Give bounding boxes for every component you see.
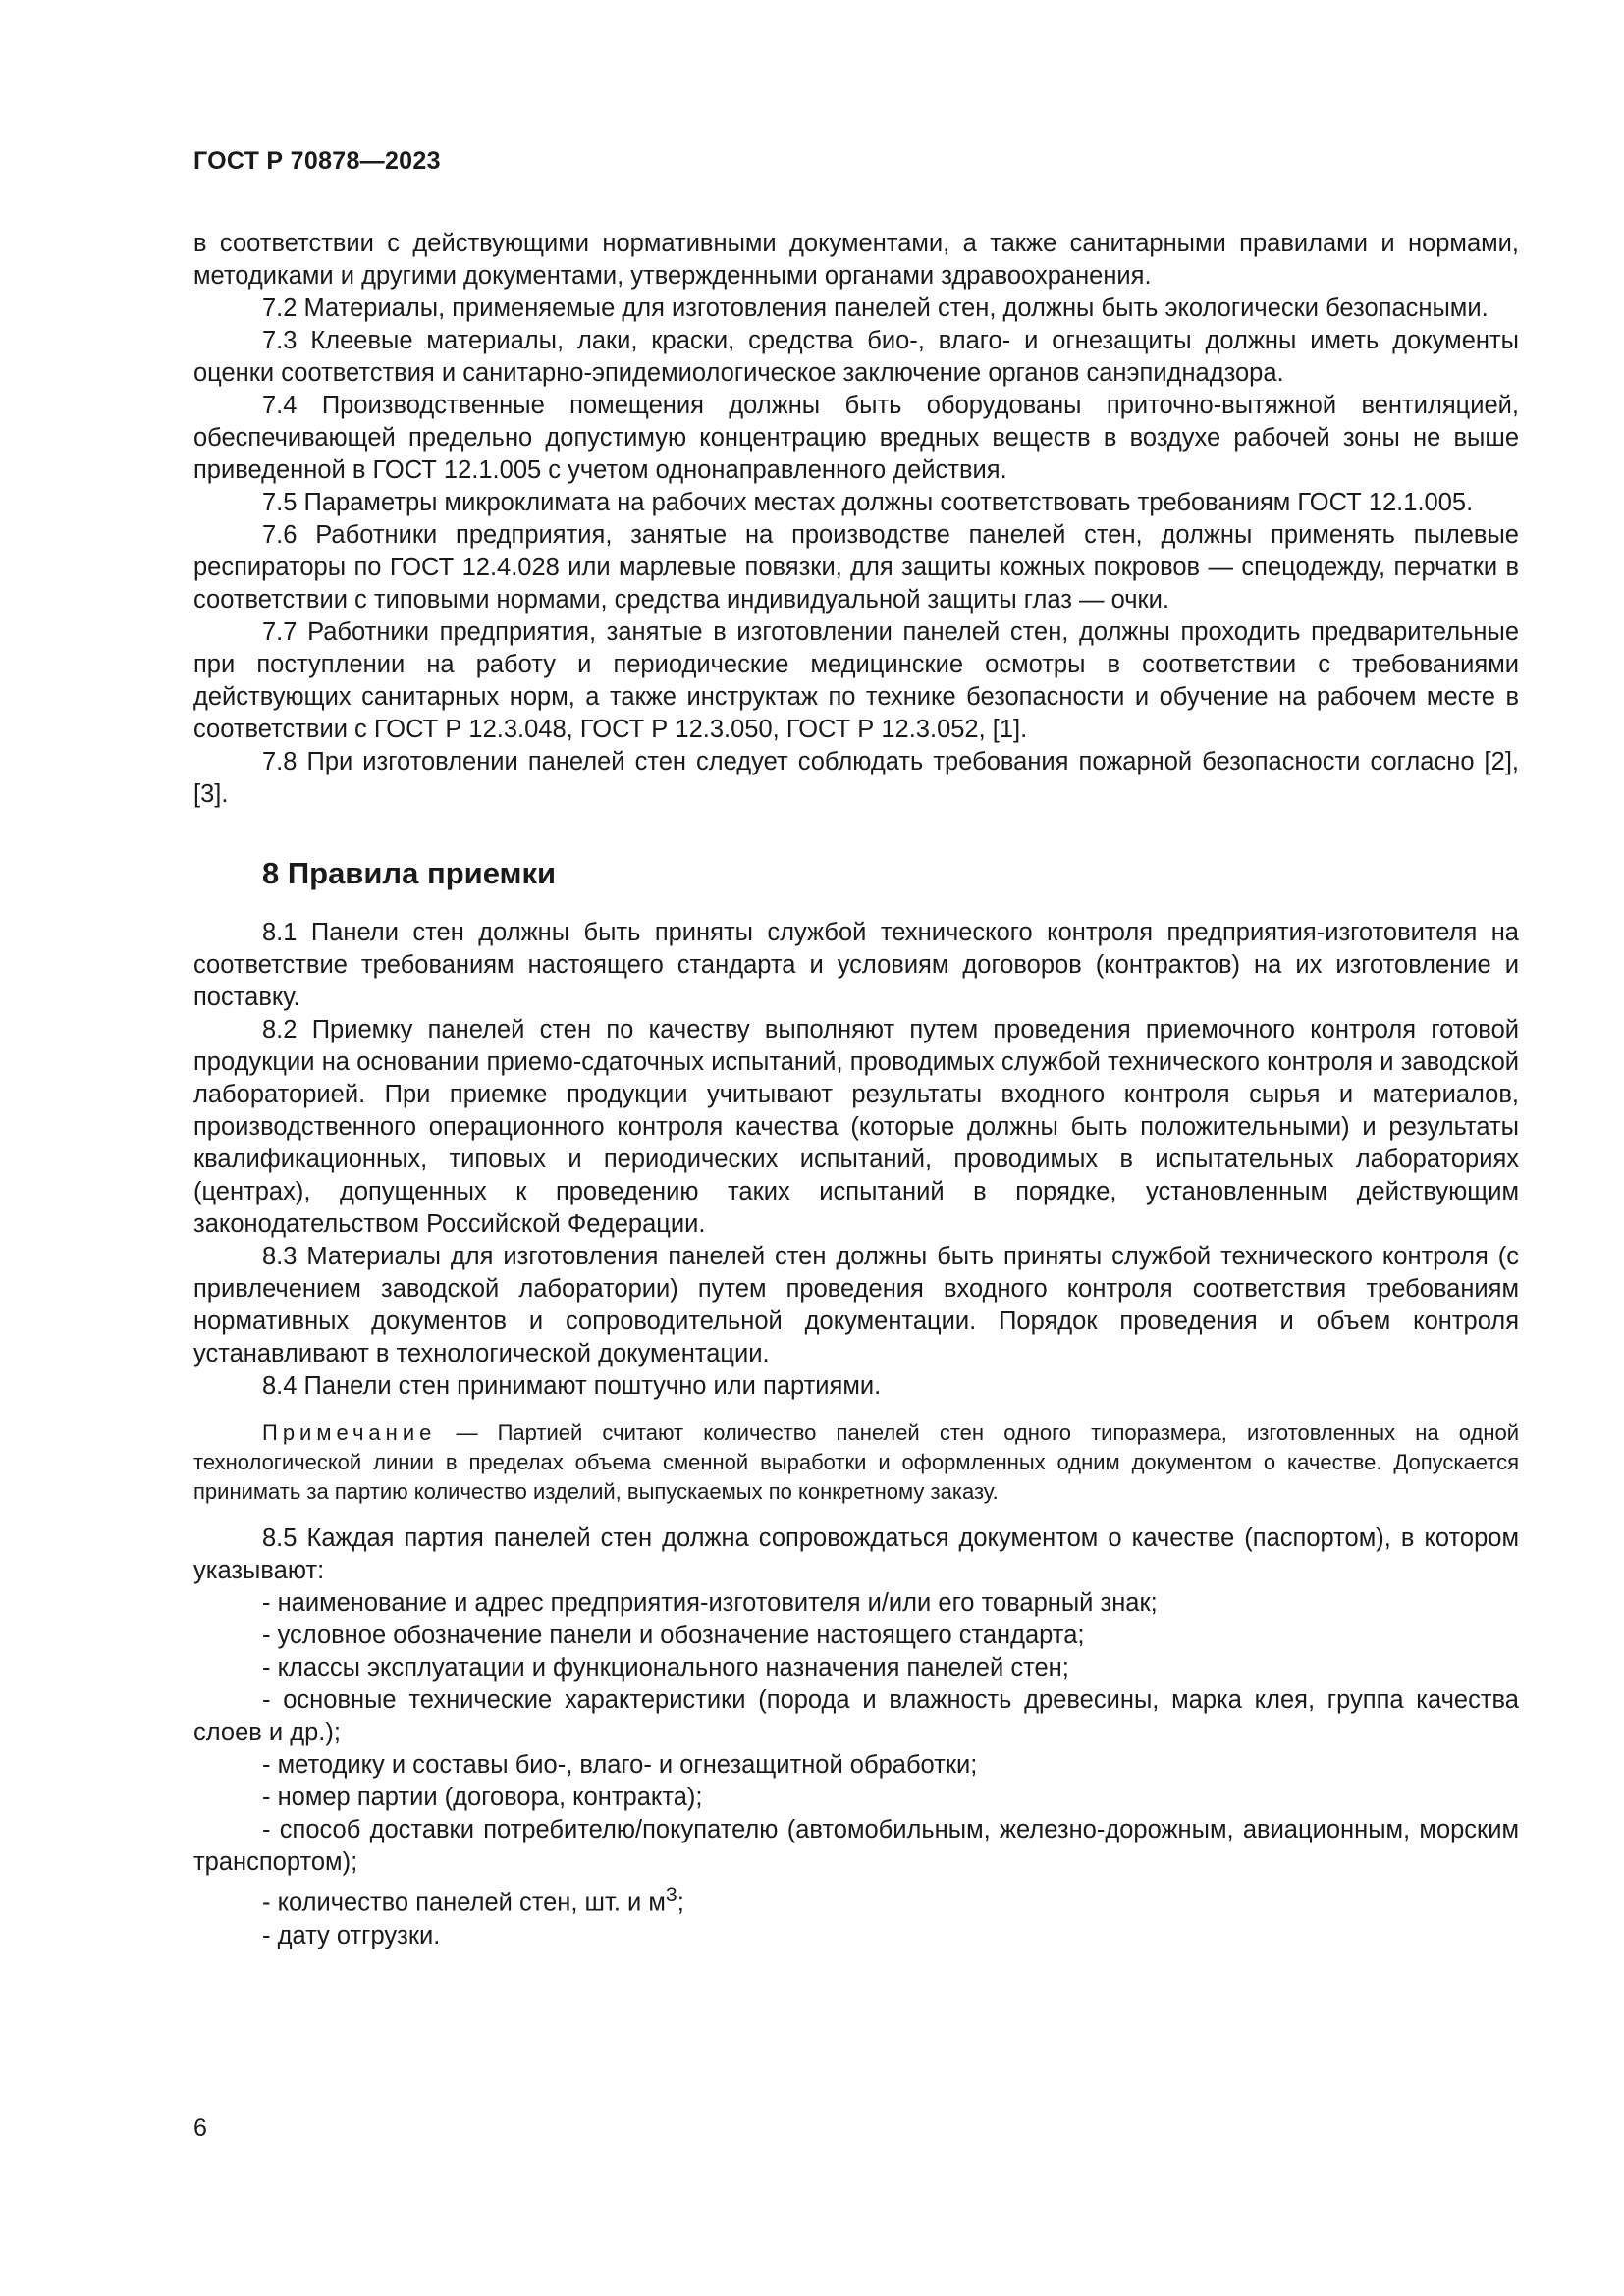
list-item: - классы эксплуатации и функционального назначения панелей стен; [262,1654,1069,1682]
list-item-quantity-text: - количество панелей стен, шт. и м [262,1889,666,1917]
paragraph-7-8: 7.8 При изготовлении панелей стен следует соблюдать требования пожарной безопасности согласно [2], [3]. [193,748,1519,808]
list-item: - наименование и адрес предприятия-изготовителя и/или его товарный знак; [262,1589,1158,1617]
paragraph-8-4: 8.4 Панели стен принимают поштучно или партиями. [262,1372,882,1400]
paragraph-7-7: 7.7 Работники предприятия, занятые в изготовлении панелей стен, должны проходить предварительные при поступлении на работу и периодические медицинские осмотры в соответствии с требованиями действующих санитарных норм, а также инструктаж по технике безопасности и обучение на рабочем месте в соответствии с ГОСТ Р 12.3.048, ГОСТ Р 12.3.050, ГОСТ Р 12.3.052, [1]. [193,618,1519,743]
list-item: - способ доставки потребителю/покупателю (автомобильным, железно-дорожным, авиационным, морским транспортом); [193,1816,1519,1876]
list-item: - дату отгрузки. [262,1921,441,1949]
paragraph-8-3: 8.3 Материалы для изготовления панелей стен должны быть приняты службой технического контроля (с привлечением заводской лаборатории) путем проведения входного контроля соответствия требованиям нормативных документов и сопроводительной документации. Порядок проведения и объем контроля устанавливают в технологической документации. [193,1243,1519,1367]
document-body [193,228,1519,1952]
paragraph-8-5: 8.5 Каждая партия панелей стен должна сопровождаться документом о качестве (паспортом), в котором указывают: [193,1524,1519,1584]
paragraph-7-3: 7.3 Клеевые материалы, лаки, краски, средства био-, влаго- и огнезащиты должны иметь документы оценки соответствия и санитарно-эпидемиологическое заключение органов санэпиднадзора. [193,327,1519,387]
list-item: - основные технические характеристики (порода и влажность древесины, марка клея, группа качества слоев и др.); [193,1686,1519,1746]
list-item: - методику и составы био-, влаго- и огнезащитной обработки; [262,1751,978,1779]
document-header: ГОСТ Р 70878—2023 [193,147,441,175]
note-label: Примечание [262,1420,437,1445]
paragraph-7-1-continuation: в соответствии с действующими нормативными документами, а также санитарными правилами и нормами, методиками и другими документами, утвержденными органами здравоохранения. [193,230,1519,290]
paragraph-8-2: 8.2 Приемку панелей стен по качеству выполняют путем проведения приемочного контроля готовой продукции на основании приемо-сдаточных испытаний, проводимых службой технического контроля и заводской лабораторией. При приемке продукции учитывают результаты входного контроля сырья и материалов, производственного операционного контроля качества (которые должны быть положительными) и результаты квалификационных, типовых и периодических испытаний, проводимых в испытательных лабораториях (центрах), допущенных к проведению таких испытаний в порядке, установленным действующим законодательством Российской Федерации. [193,1016,1519,1238]
page-number: 6 [193,2114,207,2142]
paragraph-7-2: 7.2 Материалы, применяемые для изготовления панелей стен, должны быть экологически безопасными. [262,294,1489,322]
list-item: - номер партии (договора, контракта); [262,1784,703,1811]
note-text: — Партией считают количество панелей стен одного типоразмера, изготовленных на одной технологической линии в пределах объема сменной выработки и оформленных одним документом о качестве. Допускается принимать за партию количество изделий, выпускаемых по конкретному заказу. [193,1420,1519,1504]
paragraph-7-6: 7.6 Работники предприятия, занятые на производстве панелей стен, должны применять пылевые респираторы по ГОСТ 12.4.028 или марлевые повязки, для защиты кожных покровов — спецодежду, перчатки в соответствии с типовыми нормами, средства индивидуальной защиты глаз — очки. [193,521,1519,614]
section-8-title: 8 Правила приемки [262,856,557,890]
superscript: 3 [665,1883,677,1906]
list-item: - условное обозначение панели и обозначение настоящего стандарта; [262,1622,1085,1649]
paragraph-7-5: 7.5 Параметры микроклимата на рабочих местах должны соответствовать требованиям ГОСТ 12.1.005. [262,489,1474,516]
list-item-quantity [193,1879,1519,1920]
list-item-quantity-end: ; [677,1889,684,1917]
paragraph-7-4: 7.4 Производственные помещения должны быть оборудованы приточно-вытяжной вентиляцией, обеспечивающей предельно допустимую концентрацию вредных веществ в воздухе рабочей зоны не выше приведенной в ГОСТ 12.1.005 с учетом однонаправленного действия. [193,392,1519,484]
paragraph-8-1: 8.1 Панели стен должны быть приняты службой технического контроля предприятия-изготовителя на соответствие требованиям настоящего стандарта и условиям договоров (контрактов) на их изготовление и поставку. [193,919,1519,1011]
note [193,1418,1519,1507]
